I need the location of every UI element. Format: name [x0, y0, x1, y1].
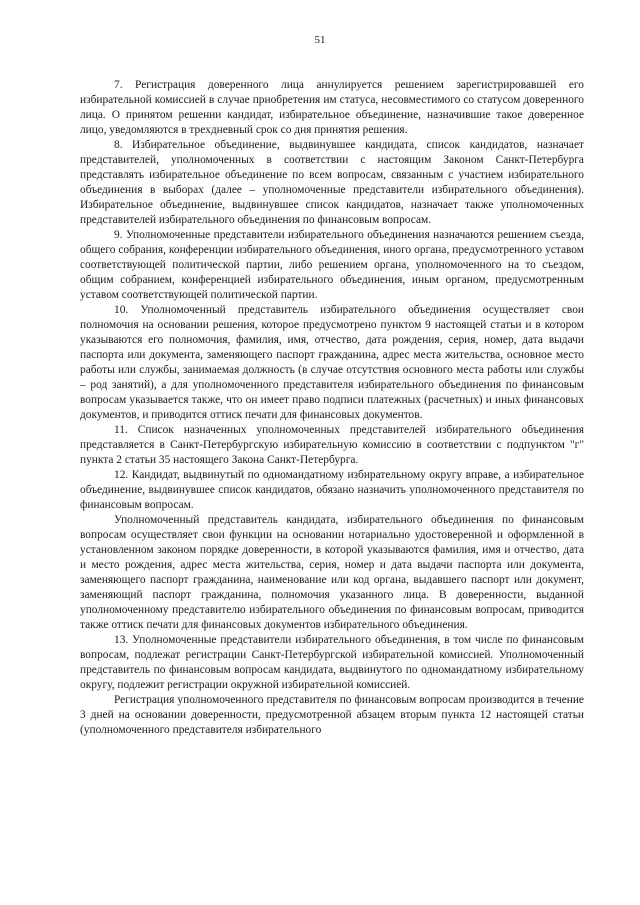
paragraph-item-9: 9. Уполномоченные представители избирательного объединения назначаются решением съезда, общего собрания, конференции избирательного объединения, иного органа, предусмотренного уставом соответствующей политической партии, либо решением органа, уполномоченного на то съездом, общим собранием, конференцией избирательного объединения, иным органом, предусмотренным уставом соответствующей политической партии. — [80, 229, 584, 301]
paragraph-item-10: 10. Уполномоченный представитель избирательного объединения осуществляет свои полномочия на основании решения, которое предусмотрено пунктом 9 настоящей статьи и в котором указываются его полномочия, фамилия, имя, отчество, дата рождения, серия, номер, дата выдачи паспорта или документа, заменяющего паспорт гражданина, адрес места жительства, основное место работы или службы, занимаемая должность (в случае отсутствия основного места работы или службы – род занятий), а для уполномоченного представителя избирательного объединения по финансовым вопросам указывается также, что он имеет право подписи платежных (расчетных) и иных финансовых документов, и приводится оттиск печати для финансовых документов. — [80, 304, 584, 421]
body-text — [80, 78, 584, 738]
paragraph-item-11: 11. Список назначенных уполномоченных представителей избирательного объединения представляется в Санкт-Петербургскую избирательную комиссию в соответствии с подпунктом "г" пункта 2 статьи 35 настоящего Закона Санкт-Петербурга. — [80, 424, 584, 466]
paragraph-item-12: 12. Кандидат, выдвинутый по одномандатному избирательному округу вправе, а избирательное объединение, выдвинувшее список кандидатов, обязано назначить уполномоченного представителя по финансовым вопросам. — [80, 469, 584, 511]
paragraph-item-12-part-2: Уполномоченный представитель кандидата, избирательного объединения по финансовым вопросам осуществляет свои функции на основании нотариально удостоверенной и оформленной в установленном законом порядке доверенности, в которой указываются фамилия, имя и отчество, дата и место рождения, адрес места жительства, серия, номер и дата выдачи паспорта или документа, заменяющего паспорт гражданина, наименование или код органа, выдавшего паспорт или документ, заменяющий паспорт гражданина, полномочия указанного лица. В доверенности, выданной уполномоченному представителю избирательного объединения по финансовым вопросам, приводится также оттиск печати для финансовых документов избирательного объединения. — [80, 514, 584, 631]
paragraph-item-13: 13. Уполномоченные представители избирательного объединения, в том числе по финансовым вопросам, подлежат регистрации Санкт-Петербургской избирательной комиссией. Уполномоченный представитель по финансовым вопросам кандидата, выдвинутого по одномандатному избирательному округу, подлежит регистрации окружной избирательной комиссией. — [80, 634, 584, 691]
paragraph-item-7: 7. Регистрация доверенного лица аннулируется решением зарегистрировавшей его избирательной комиссией в случае приобретения им статуса, несовместимого со статусом доверенного лица. О принятом решении кандидат, избирательное объединение, назначившие такое доверенное лицо, уведомляются в трехдневный срок со дня принятия решения. — [80, 79, 584, 136]
paragraph-item-13-part-2: Регистрация уполномоченного представителя по финансовым вопросам производится в течение 3 дней на основании доверенности, предусмотренной абзацем вторым пункта 12 настоящей статьи (уполномоченного представителя избирательного — [80, 694, 584, 736]
page-number: 51 — [314, 34, 326, 46]
paragraph-item-8: 8. Избирательное объединение, выдвинувшее кандидата, список кандидатов, назначает представителей, уполномоченных в соответствии с настоящим Законом Санкт-Петербурга представлять избирательное объединение по всем вопросам, связанным с участием избирательного объединения в выборах (далее – уполномоченные представители избирательного объединения). Избирательное объединение, выдвинувшее список кандидатов, назначает также уполномоченных представителей избирательного объединения по финансовым вопросам. — [80, 139, 584, 226]
